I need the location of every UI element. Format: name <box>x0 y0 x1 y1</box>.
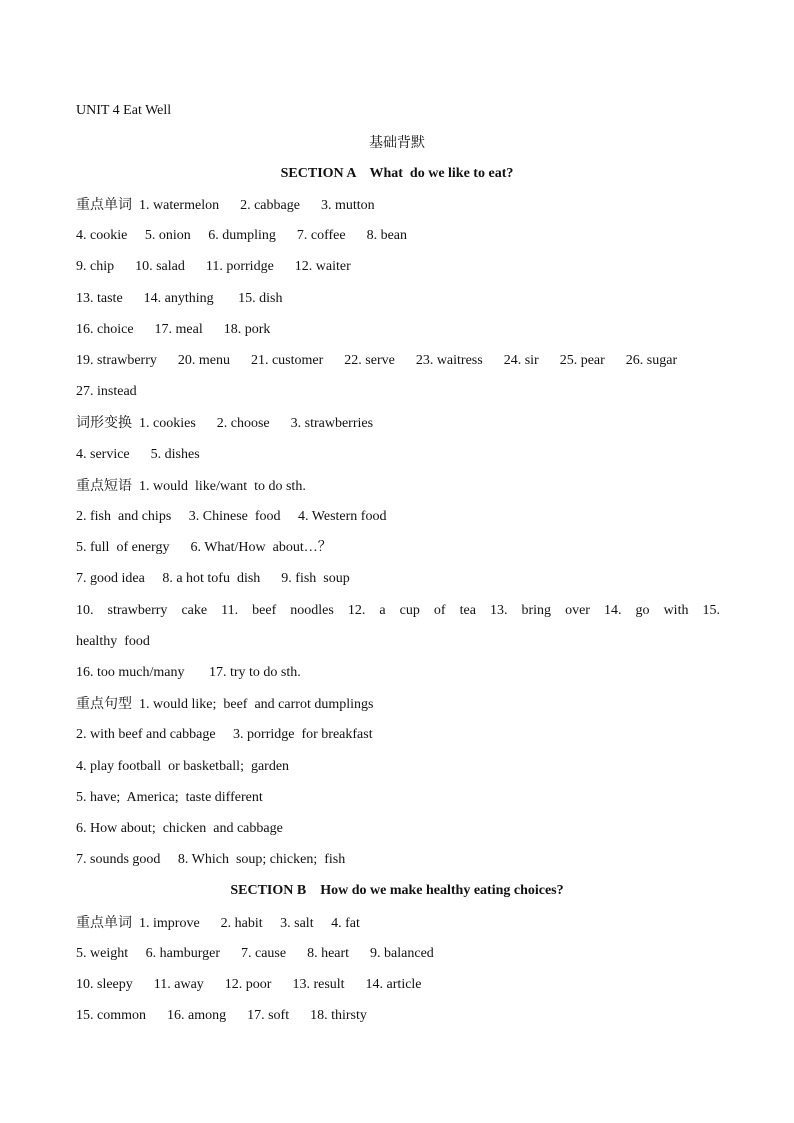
section-a-key-phrases-line-5: 10. strawberry cake 11. beef noodles 12. a cup of tea 13. bring over 14. go with 15. <box>76 603 720 618</box>
section-a-key-phrases-line-7: 16. too much/many 17. try to do sth. <box>76 665 301 680</box>
section-a-key-words-line-4: 13. taste 14. anything 15. dish <box>76 291 283 306</box>
key-words-label: 重点单词 <box>76 915 132 931</box>
section-a-key-sentences-line-4: 5. have; America; taste different <box>76 790 263 805</box>
section-a-key-phrases-line-1 <box>76 477 720 496</box>
section-a-key-phrases-line-2: 2. fish and chips 3. Chinese food 4. Western food <box>76 509 387 524</box>
section-a-key-sentences-line-6: 7. sounds good 8. Which soup; chicken; fish <box>76 852 346 867</box>
key-words-label: 重点单词 <box>76 197 132 213</box>
section-a-key-phrases-line-4: 7. good idea 8. a hot tofu dish 9. fish soup <box>76 571 350 586</box>
key-words-text: 1. improve 2. habit 3. salt 4. fat <box>139 916 360 931</box>
section-a-word-forms-line-1 <box>76 414 720 433</box>
key-words-text: 1. watermelon 2. cabbage 3. mutton <box>139 198 375 213</box>
section-b-heading: SECTION B How do we make healthy eating choices? <box>230 883 564 898</box>
key-phrases-text: 1. would like/want to do sth. <box>139 479 306 494</box>
section-b-key-words-line-4: 15. common 16. among 17. soft 18. thirsty <box>76 1008 367 1023</box>
section-a-key-sentences-line-5: 6. How about; chicken and cabbage <box>76 821 283 836</box>
section-b-key-words-line-3: 10. sleepy 11. away 12. poor 13. result 14. article <box>76 977 422 992</box>
section-a-key-phrases-line-3: 5. full of energy 6. What/How about…？ <box>76 540 332 555</box>
section-a-key-words-line-2: 4. cookie 5. onion 6. dumpling 7. coffee 8. bean <box>76 228 408 243</box>
section-a-heading: SECTION A What do we like to eat? <box>280 166 514 181</box>
section-a-key-words-line-7: 27. instead <box>76 384 137 399</box>
section-a-key-words-line-1 <box>76 196 720 215</box>
word-forms-text: 1. cookies 2. choose 3. strawberries <box>139 416 374 431</box>
main-heading: 基础背默 <box>369 135 425 151</box>
key-phrases-label: 重点短语 <box>76 478 132 494</box>
section-b-key-words-line-2: 5. weight 6. hamburger 7. cause 8. heart 9. balanced <box>76 946 434 961</box>
section-a-key-sentences-line-3: 4. play football or basketball; garden <box>76 759 290 774</box>
section-a-key-sentences-line-2: 2. with beef and cabbage 3. porridge for breakfast <box>76 727 373 742</box>
unit-title: UNIT 4 Eat Well <box>76 103 172 118</box>
key-sentences-label: 重点句型 <box>76 696 132 712</box>
key-sentences-text: 1. would like; beef and carrot dumplings <box>139 697 374 712</box>
section-b-key-words-line-1 <box>76 914 720 933</box>
section-a-key-words-line-3: 9. chip 10. salad 11. porridge 12. waiter <box>76 259 351 274</box>
section-a-key-words-line-5: 16. choice 17. meal 18. pork <box>76 322 271 337</box>
section-a-key-words-line-6: 19. strawberry 20. menu 21. customer 22. serve 23. waitress 24. sir 25. pear 26. sugar <box>76 353 678 368</box>
section-a-key-phrases-line-6: healthy food <box>76 634 150 649</box>
section-a-word-forms-line-2: 4. service 5. dishes <box>76 447 200 462</box>
section-a-key-sentences-line-1 <box>76 695 720 714</box>
word-forms-label: 词形变换 <box>76 415 132 431</box>
